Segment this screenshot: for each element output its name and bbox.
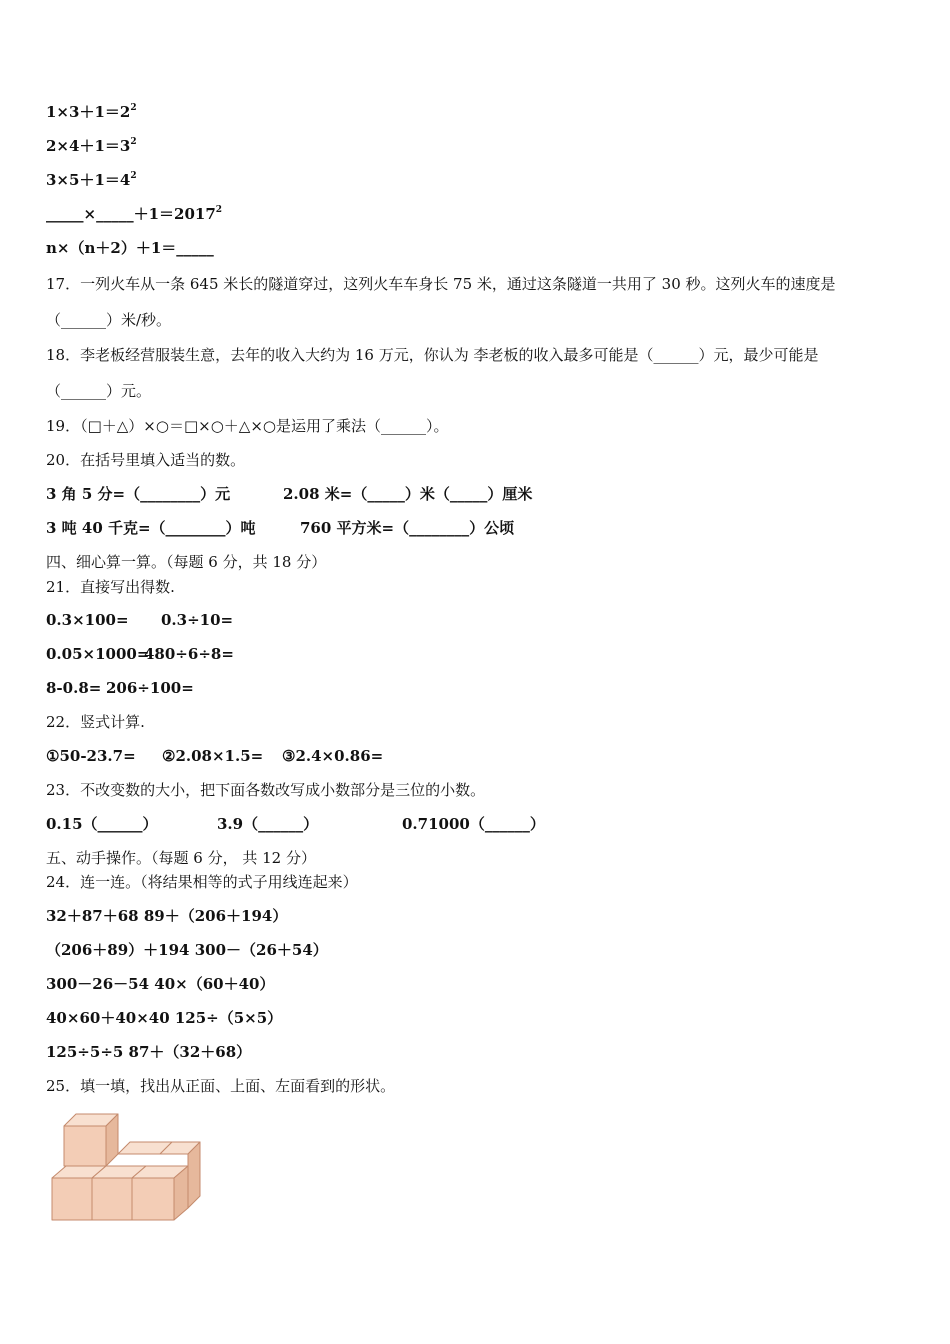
calc-item: 0.3×100=: [46, 611, 129, 629]
decimal-item: 0.15（______）: [46, 815, 158, 833]
cube-front-face: [132, 1178, 174, 1220]
pattern-row-5: n×（n＋2）＋1＝_____: [46, 239, 214, 257]
pattern-row-3: [46, 170, 137, 190]
question-21-row-2: [46, 644, 234, 664]
cube-side-face: [188, 1142, 200, 1208]
question-20-item-d: 760 平方米=（________）公顷: [300, 519, 515, 537]
match-row: （206＋89）＋194 300－（26＋54）: [46, 941, 328, 959]
calc-item: 0.05×1000=: [46, 645, 150, 663]
pattern-expr: 3×5＋1＝4: [46, 171, 131, 189]
match-row: 40×60＋40×40 125÷（5×5）: [46, 1009, 283, 1027]
question-21-row-3: [46, 678, 194, 698]
question-22-row: [46, 746, 383, 766]
question-18-line-1: 18．李老板经营服装生意，去年的收入大约为 16 万元，你认为 李老板的收入最多可能是（______）元，最少可能是: [46, 346, 819, 364]
calc-item: ③2.4×0.86=: [282, 747, 384, 765]
pattern-expr: _____×_____＋1＝2017: [46, 205, 216, 223]
question-20-title: 20．在括号里填入适当的数。: [46, 451, 246, 469]
match-row: 300－26－54 40×（60＋40）: [46, 975, 275, 993]
question-21-row-1: [46, 610, 233, 630]
pattern-exponent: 2: [130, 137, 137, 147]
cube-front-face: [64, 1126, 106, 1166]
decimal-item: 0.71000（______）: [402, 815, 545, 833]
pattern-row-4: [46, 204, 222, 224]
question-20-row-2: [46, 518, 514, 538]
decimal-item: 3.9（______）: [217, 815, 319, 833]
question-17-line-2: （______）米/秒。: [46, 311, 172, 329]
pattern-exponent: 2: [215, 205, 223, 215]
calc-item: ②2.08×1.5=: [162, 747, 264, 765]
match-row: 32＋87＋68 89＋（206＋194）: [46, 907, 288, 925]
question-20-item-a: 3 角 5 分=（________）元: [46, 485, 231, 503]
question-21-title: 21．直接写出得数.: [46, 578, 175, 596]
section-4-heading: 四、细心算一算。（每题 6 分，共 18 分）: [46, 553, 327, 571]
question-19: 19．（□＋△）×○＝□×○＋△×○是运用了乘法（______）。: [46, 417, 449, 435]
question-20-row-1: [46, 484, 532, 504]
question-23-title: 23．不改变数的大小，把下面各数改写成小数部分是三位的小数。: [46, 781, 486, 799]
question-24-title: 24．连一连。（将结果相等的式子用线连起来）: [46, 873, 358, 891]
calc-item: 8-0.8=: [46, 679, 102, 697]
question-18-line-2: （______）元。: [46, 382, 152, 400]
pattern-exponent: 2: [130, 103, 137, 113]
question-17-line-1: 17．一列火车从一条 645 米长的隧道穿过，这列火车车身长 75 米，通过这条隧道一共用了 30 秒。这列火车的速度是: [46, 275, 836, 293]
calc-item: 480÷6÷8=: [144, 645, 234, 663]
question-20-item-b: 2.08 米=（_____）米（_____）厘米: [283, 485, 533, 503]
calc-item: 0.3÷10=: [161, 611, 234, 629]
calc-item: 206÷100=: [106, 679, 194, 697]
pattern-row-2: [46, 136, 137, 156]
match-row: 125÷5÷5 87＋（32＋68）: [46, 1043, 252, 1061]
pattern-row-1: [46, 102, 137, 122]
pattern-exponent: 2: [130, 171, 137, 181]
cube-front-face: [92, 1178, 132, 1220]
question-20-item-c: 3 吨 40 千克=（________）吨: [46, 519, 256, 537]
question-25-title: 25．填一填，找出从正面、上面、左面看到的形状。: [46, 1077, 396, 1095]
cube-stack-illustration: [48, 1108, 208, 1224]
calc-item: ①50-23.7=: [46, 747, 136, 765]
pattern-expr: 2×4＋1＝3: [46, 137, 131, 155]
question-23-row: [46, 814, 545, 834]
question-22-title: 22．竖式计算.: [46, 713, 145, 731]
section-5-heading: 五、动手操作。（每题 6 分， 共 12 分）: [46, 849, 316, 867]
cube-front-face: [52, 1178, 92, 1220]
pattern-expr: 1×3＋1＝2: [46, 103, 131, 121]
